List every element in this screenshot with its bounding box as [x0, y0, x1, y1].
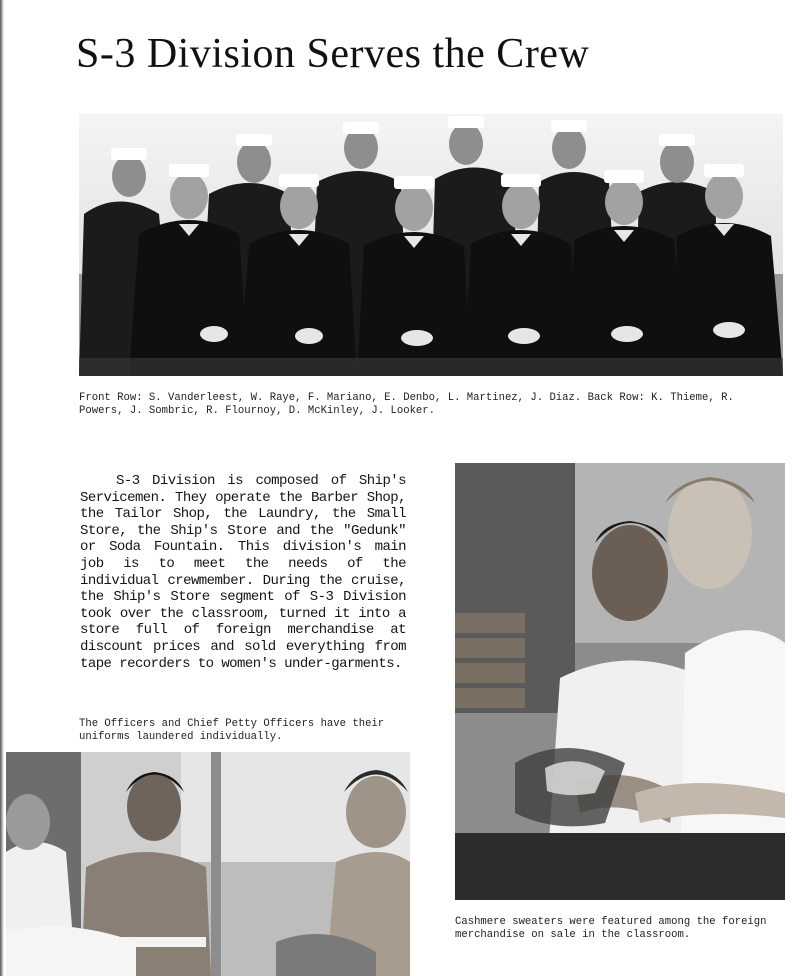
laundry-photo-caption: The Officers and Chief Petty Officers have their uniforms laundered individually.	[79, 718, 385, 743]
group-photo	[79, 114, 783, 376]
article-paragraph: S-3 Division is composed of Ship's Servicemen. They operate the Barber Shop, the Tailor Shop, the Laundry, the Small Store, the Ship's Store and the "Gedunk" or Soda Fountain. This division's main job is to meet the needs of the individual crewmember. During the cruise, the Ship's Store segment of S-3 Division took over the classroom, turned it into a store full of foreign merchandise at discount prices and sold everything from tape recorders to women's under-garments.	[80, 473, 406, 672]
ships-store-photo	[455, 463, 785, 900]
ships-store-photo-caption: Cashmere sweaters were featured among the foreign merchandise on sale in the classroom.	[455, 916, 767, 941]
page-binding-edge	[0, 0, 4, 976]
laundry-photo	[6, 752, 410, 976]
page-title: S-3 Division Serves the Crew	[76, 31, 590, 77]
group-photo-caption: Front Row: S. Vanderleest, W. Raye, F. Mariano, E. Denbo, L. Martinez, J. Diaz. Back Row: K. Thieme, R. Powers, J. Sombric, R. Flournoy, D. McKinley, J. Looker.	[79, 392, 734, 417]
